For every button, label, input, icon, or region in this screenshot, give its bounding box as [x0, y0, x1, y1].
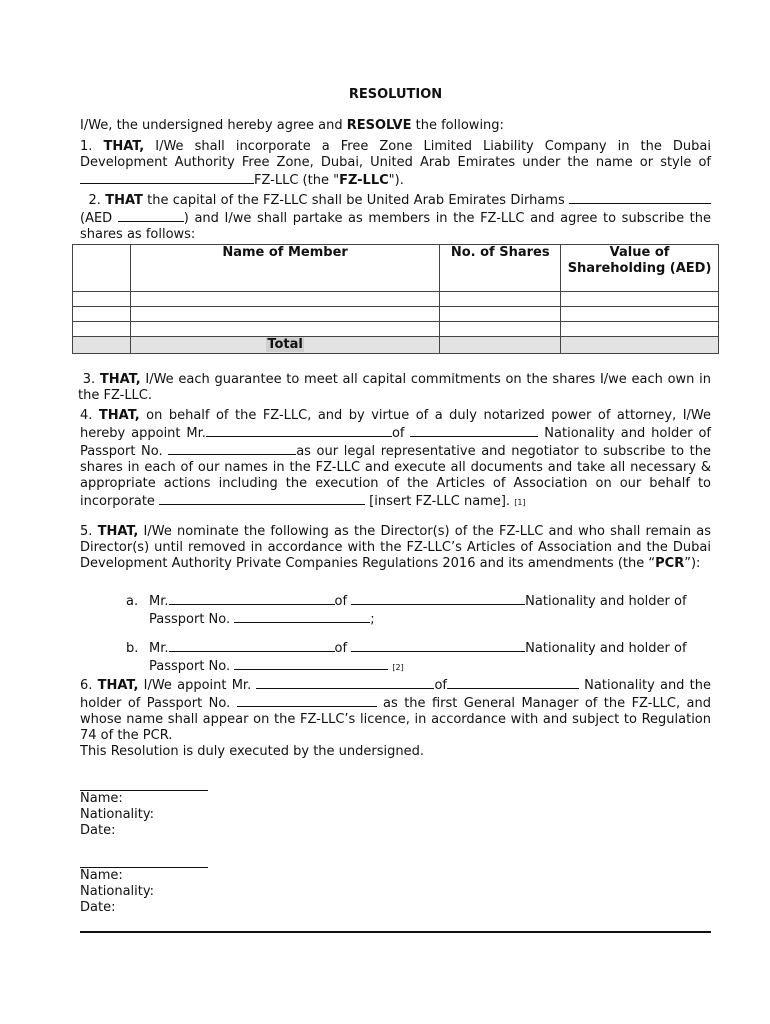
table-cell [130, 307, 439, 322]
clause-5 [80, 524, 711, 572]
clause-that: THAT, [97, 524, 139, 539]
clause-4 [80, 408, 711, 511]
table-cell [561, 307, 719, 322]
clause-number: 1. [80, 139, 104, 154]
director-a [126, 592, 688, 628]
clause-text: Nationality and the holder of Passport No. [80, 678, 711, 711]
signature-name-label: Name: [80, 868, 123, 883]
director-a-passport-blank [234, 610, 370, 623]
column-header-value: Value of Shareholding (AED) [561, 245, 719, 292]
document-title: RESOLUTION [348, 87, 443, 102]
total-cell [130, 337, 439, 354]
total-label: Total [267, 337, 303, 352]
representative-nationality-blank [410, 424, 538, 437]
clause-number: 6. [80, 678, 98, 693]
table-cell [73, 307, 131, 322]
clause-text: the capital of the FZ-LLC shall be United Arab Emirates Dirhams [142, 193, 569, 208]
clause-text: of [391, 426, 411, 441]
table-cell [73, 292, 131, 307]
table-cell [440, 322, 561, 337]
clause-text: FZ-LLC (the " [254, 173, 340, 188]
table-cell [73, 337, 131, 354]
clause-text: I/We each guarantee to meet all capital commitments on the shares I/we each own in the FZ-LLC. [78, 372, 711, 403]
item-text: Nationality and holder of [525, 594, 687, 609]
signature-date-label: Date: [80, 900, 116, 915]
column-header-member: Name of Member [130, 245, 439, 292]
closing-statement [80, 744, 711, 760]
company-name-blank [80, 171, 254, 184]
capital-aed-blank [118, 209, 184, 222]
table-cell [561, 292, 719, 307]
clause-that: THAT, [97, 678, 139, 693]
item-text: Passport No. [149, 659, 235, 674]
item-text: Mr. [149, 641, 169, 656]
table-cell [130, 292, 439, 307]
clause-text: I/We nominate the following as the Director(s) of the FZ-LLC and who shall remain as Director(s) until removed in accordance with the FZ-LLC’s Articles of Association and the Dubai Development Authority Private Companies Regulations 2016 and its amendments (the “ [80, 524, 711, 571]
table-total-row [73, 337, 719, 354]
signature-date-label: Date: [80, 823, 116, 838]
pcr-defined-term: PCR [655, 556, 685, 571]
signature-nationality-label: Nationality: [80, 884, 155, 899]
item-text: of [334, 641, 352, 656]
clause-text: I/We appoint Mr. [138, 678, 257, 693]
members-table [72, 244, 719, 354]
table-cell [440, 337, 561, 354]
clause-3 [80, 372, 711, 404]
gm-passport-blank [237, 694, 377, 707]
footer-divider [80, 931, 711, 933]
item-text: of [334, 594, 352, 609]
signature-block-1 [80, 776, 711, 839]
clause-text: of [434, 678, 447, 693]
clause-text: Nationality and holder of Passport No. [80, 426, 711, 459]
clause-text: [insert FZ-LLC name]. [365, 494, 515, 509]
fzllc-defined-term: FZ-LLC [339, 173, 389, 188]
intro-resolve: RESOLVE [346, 118, 412, 133]
clause-1 [80, 139, 711, 189]
clause-text: (AED [80, 211, 118, 226]
clause-that: THAT, [103, 139, 145, 154]
list-marker: b. [126, 641, 139, 656]
clause-number: 4. [80, 408, 99, 423]
table-row [73, 292, 719, 307]
representative-passport-blank [168, 442, 296, 455]
intro-text: I/We, the undersigned hereby agree and [80, 118, 347, 133]
footnote-ref-1[interactable]: [1] [514, 498, 526, 507]
column-header-shares: No. of Shares [440, 245, 561, 292]
clause-6 [80, 676, 711, 744]
clause-number: 3. [82, 372, 100, 387]
list-marker: a. [126, 594, 139, 609]
director-b-name-blank [169, 639, 335, 652]
intro-paragraph [80, 118, 711, 134]
signature-name-label: Name: [80, 791, 123, 806]
column-header-index [73, 245, 131, 292]
table-cell [561, 322, 719, 337]
fzllc-name-blank [159, 492, 365, 505]
signature-line [80, 776, 208, 791]
footnote-ref-2[interactable]: [2] [392, 663, 404, 672]
signature-nationality-label: Nationality: [80, 807, 155, 822]
item-text: Nationality and holder of [525, 641, 687, 656]
table-cell [73, 322, 131, 337]
representative-name-blank [206, 424, 392, 437]
clause-text: as our legal representative and negotiator to subscribe to the shares in each of our names in the FZ-LLC and execute all documents and take all necessary & appropriate actions including the execution of the Articles of Association on our behalf to incorporate [80, 444, 712, 509]
capital-words-blank [569, 191, 711, 204]
clause-text: on behalf of the FZ-LLC, and by virtue of a duly notarized power of attorney, I/We hereby appoint Mr. [80, 408, 711, 441]
clause-that: THAT, [98, 408, 140, 423]
gm-nationality-blank [447, 676, 579, 689]
item-text: Passport No. [149, 612, 235, 627]
director-b-nationality-blank [351, 639, 525, 652]
item-text: ; [370, 612, 375, 627]
item-text: Mr. [149, 594, 169, 609]
clause-number: 2. [88, 193, 106, 208]
clause-text: ) and I/we shall partake as members in the FZ-LLC and agree to subscribe the shares as follows: [80, 211, 711, 242]
table-row [73, 307, 719, 322]
clause-2 [80, 191, 711, 243]
signature-line [80, 853, 208, 868]
signature-block-2 [80, 853, 711, 916]
table-header-row [73, 245, 719, 292]
table-row [73, 322, 719, 337]
clause-text: as the first General Manager of the FZ-LLC, and whose name shall appear on the FZ-LLC’s licence, in accordance with and subject to Regulation 74 of the PCR. [80, 696, 711, 743]
director-b [126, 639, 688, 676]
clause-number: 5. [80, 524, 98, 539]
clause-that: THAT [105, 193, 143, 208]
table-cell [130, 322, 439, 337]
closing-text: This Resolution is duly executed by the undersigned. [80, 744, 425, 759]
intro-tail: the following: [411, 118, 504, 133]
clause-text: "). [388, 173, 404, 188]
director-a-name-blank [169, 592, 335, 605]
director-b-passport-blank [234, 657, 388, 670]
clause-text: I/We shall incorporate a Free Zone Limited Liability Company in the Dubai Development Authority Free Zone, Dubai, United Arab Emirates under the name or style of [80, 139, 711, 170]
director-a-nationality-blank [351, 592, 525, 605]
table-cell [561, 337, 719, 354]
table-cell [440, 292, 561, 307]
clause-that: THAT, [99, 372, 141, 387]
clause-text: ”): [684, 556, 701, 571]
table-cell [440, 307, 561, 322]
gm-name-blank [256, 676, 434, 689]
